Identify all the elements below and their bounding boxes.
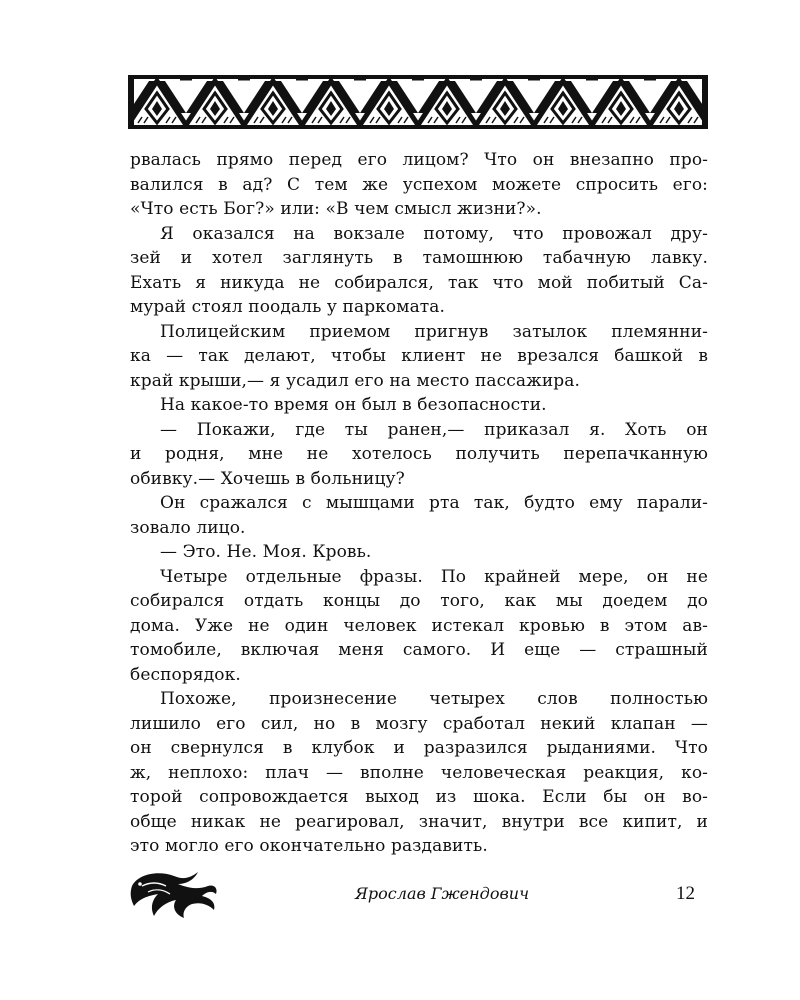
- text-line: Ехать я никуда не собирался, так что мой побитый Са-: [130, 272, 708, 293]
- text-line: беспорядок.: [130, 664, 241, 685]
- text-line: Полицейским приемом пригнув затылок племянни-: [160, 321, 708, 342]
- text-line: Похоже, произнесение четырех слов полностью: [160, 689, 708, 709]
- text-line: и родня, мне не хотелось получить перепачканную: [130, 444, 708, 464]
- ornamental-border-icon: [128, 75, 708, 129]
- text-line: — Покажи, где ты ранен,— приказал я. Хоть он: [160, 419, 708, 440]
- text-line: Четыре отдельные фразы. По крайней мере, он не: [160, 566, 708, 587]
- text-line: он свернулся в клубок и разразился рыданиями. Что: [130, 738, 708, 758]
- text-line: Я оказался на вокзале потому, что провожал дру-: [160, 223, 708, 244]
- text-line: собирался отдать концы до того, как мы доедем до: [130, 591, 708, 611]
- text-line: На какое-то время он был в безопасности.: [160, 395, 547, 415]
- text-line: мурай стоял поодаль у паркомата.: [130, 297, 446, 317]
- dragon-emblem-icon: [128, 868, 220, 920]
- page-number: 12: [676, 883, 695, 904]
- text-line: ка — так делают, чтобы клиент не врезался башкой в: [130, 346, 708, 366]
- text-line: Он сражался с мышцами рта так, будто ему парали-: [160, 493, 708, 513]
- text-line: это могло его окончательно раздавить.: [130, 836, 488, 856]
- text-line: — Это. Не. Моя. Кровь.: [160, 542, 372, 562]
- text-line: лишило его сил, но в мозгу сработал некий клапан —: [130, 713, 708, 734]
- footer-author: Ярослав Гжендович: [355, 884, 530, 903]
- body-text: [130, 148, 708, 859]
- text-line: зей и хотел заглянуть в тамошнюю табачную лавку.: [130, 248, 708, 268]
- text-line: ж, неплохо: плач — вполне человеческая реакция, ко-: [130, 762, 708, 783]
- text-line: томобиле, включая меня самого. И еще — страшный: [130, 640, 708, 660]
- text-line: зовало лицо.: [130, 517, 246, 538]
- text-line: «Что есть Бог?» или: «В чем смысл жизни?».: [130, 199, 542, 219]
- text-line: валился в ад? С тем же успехом можете спросить его:: [130, 174, 708, 195]
- text-line: рвалась прямо перед его лицом? Что он внезапно про-: [130, 150, 708, 170]
- text-line: дома. Уже не один человек истекал кровью в этом ав-: [130, 615, 708, 636]
- text-line: край крыши,— я усадил его на место пассажира.: [130, 370, 581, 391]
- text-line: торой сопровождается выход из шока. Если бы он во-: [130, 787, 708, 807]
- text-line: обще никак не реагировал, значит, внутри все кипит, и: [130, 811, 708, 832]
- text-line: обивку.— Хочешь в больницу?: [130, 468, 405, 489]
